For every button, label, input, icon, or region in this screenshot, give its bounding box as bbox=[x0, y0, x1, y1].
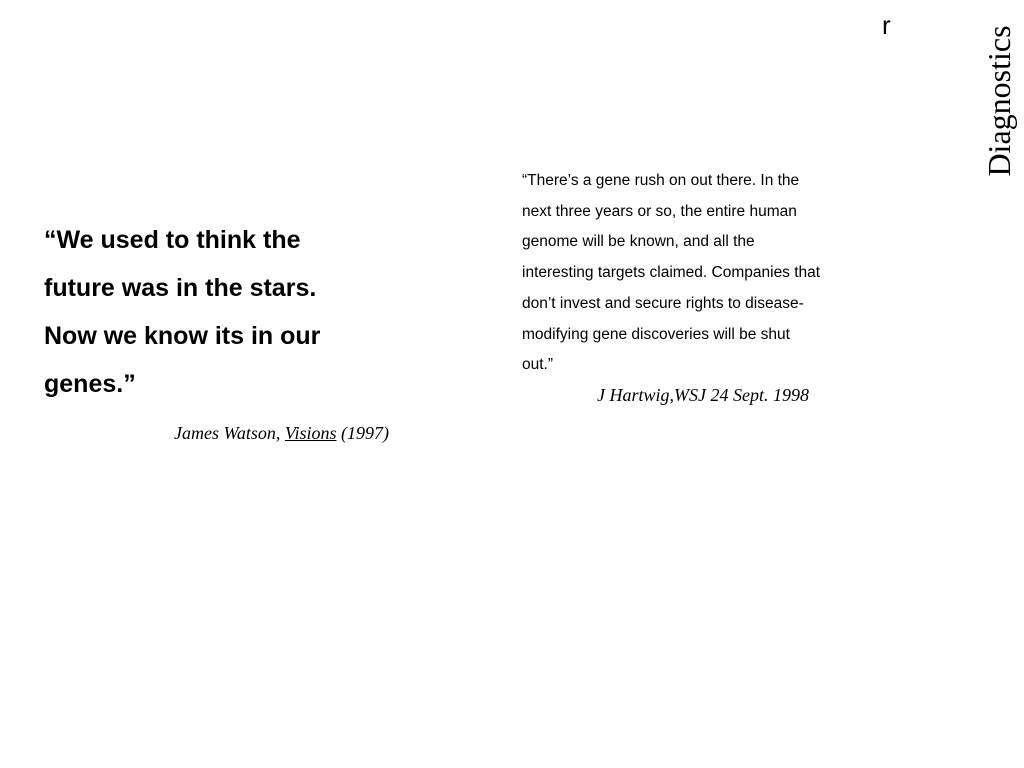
hartwig-quote: “There’s a gene rush on out there. In the next three years or so, the entire human genome will be known, and all the interesting targets claimed. Companies that don’t invest and secure rights to disease-modifying gene discoveries will be shut out.” bbox=[522, 172, 821, 374]
watson-attribution-author: James Watson, bbox=[174, 423, 285, 443]
watson-attribution-work: Visions bbox=[284, 423, 337, 443]
vertical-title bbox=[981, 10, 1017, 192]
watson-quote: “We used to think the future was in the stars. Now we know its in our genes.” bbox=[44, 226, 321, 398]
watson-attribution bbox=[174, 420, 389, 446]
watson-attribution-year: (1997) bbox=[336, 423, 390, 443]
corner-mark: r bbox=[882, 10, 891, 40]
vertical-title-text: Diagnostics bbox=[981, 25, 1017, 177]
hartwig-attribution: J Hartwig,WSJ 24 Sept. 1998 bbox=[597, 385, 809, 405]
